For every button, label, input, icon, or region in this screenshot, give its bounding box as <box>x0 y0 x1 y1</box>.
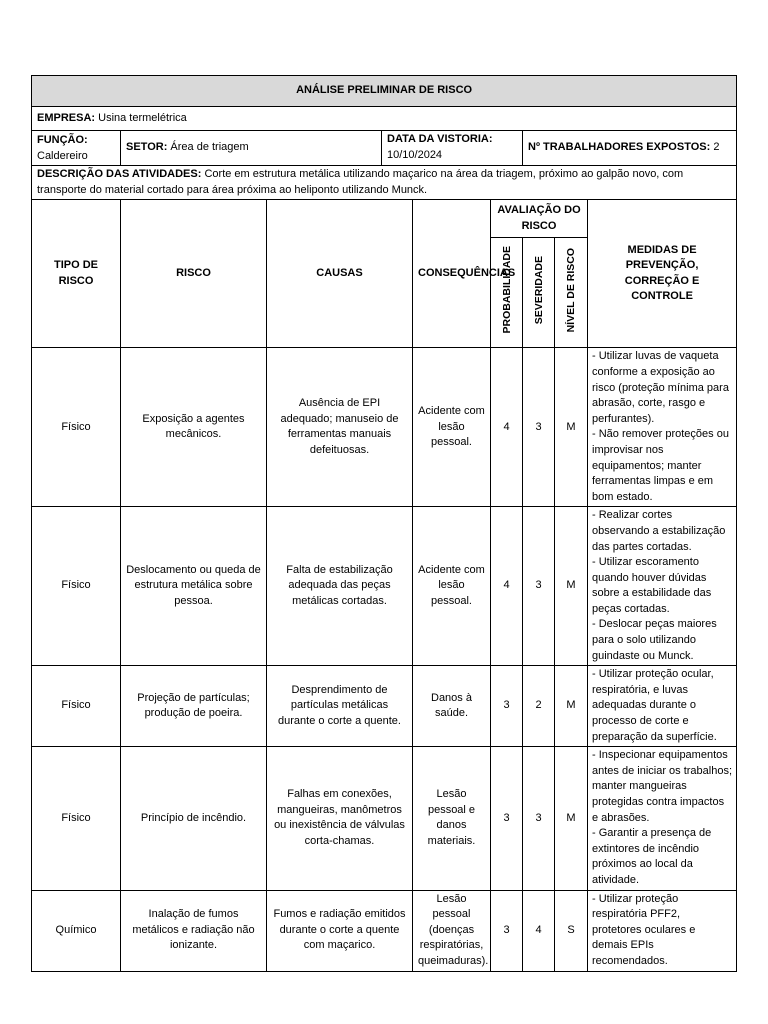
consequences-cell: Lesão pessoal e danos materiais. <box>413 747 491 890</box>
empresa-cell <box>32 107 737 131</box>
trabalhadores-cell <box>523 131 737 166</box>
measure-item: - Deslocar peças maiores para o solo utilizando guindaste ou Munck. <box>592 618 717 662</box>
header-causas: CAUSAS <box>267 200 413 348</box>
measure-item: - Garantir a presença de extintores de incêndio próximos ao local da atividade. <box>592 827 712 886</box>
risk-cell: Inalação de fumos metálicos e radiação não ionizante. <box>121 890 267 971</box>
header-severidade: SEVERIDADE <box>523 238 555 348</box>
severity-cell: 3 <box>523 507 555 666</box>
risk-level-cell: M <box>555 747 588 890</box>
risk-type-cell: Físico <box>32 666 121 747</box>
risk-type-cell: Físico <box>32 507 121 666</box>
consequences-cell: Acidente com lesão pessoal. <box>413 348 491 507</box>
data-vistoria-value: 10/10/2024 <box>387 148 443 161</box>
header-probabilidade: PROBABILIDADE <box>491 238 523 348</box>
probability-cell: 3 <box>491 747 523 890</box>
header-medidas: MEDIDAS DE PREVENÇÃO, CORREÇÃO E CONTROLE <box>588 200 737 348</box>
measures-cell <box>588 666 737 747</box>
probability-cell: 3 <box>491 890 523 971</box>
risk-type-cell: Químico <box>32 890 121 971</box>
header-risco: RISCO <box>121 200 267 348</box>
header-consequencias: CONSEQUÊNCIAS <box>413 200 491 348</box>
empresa-value: Usina termelétrica <box>98 111 187 124</box>
header-avaliacao: AVALIAÇÃO DO RISCO <box>491 200 588 238</box>
table-row <box>32 348 737 507</box>
measure-item: - Inspecionar equipamentos antes de iniciar os trabalhos; manter mangueiras protegidas contra impactos e abrasões. <box>592 749 733 824</box>
consequences-cell: Lesão pessoal (doenças respiratórias, queimaduras). <box>413 890 491 971</box>
funcao-label: FUNÇÃO: <box>37 134 88 146</box>
consequences-cell: Danos à saúde. <box>413 666 491 747</box>
header-tipo: TIPO DE RISCO <box>32 200 121 348</box>
risk-type-cell: Físico <box>32 747 121 890</box>
setor-cell <box>121 131 382 166</box>
measure-item: - Utilizar proteção respiratória PFF2, protetores oculares e demais EPIs recomendados. <box>592 892 696 967</box>
trabalhadores-value: 2 <box>713 141 720 154</box>
measures-cell <box>588 747 737 890</box>
causes-cell: Falhas em conexões, mangueiras, manômetros ou inexistência de válvulas corta-chamas. <box>267 747 413 890</box>
risk-cell: Exposição a agentes mecânicos. <box>121 348 267 507</box>
risk-level-cell: M <box>555 507 588 666</box>
funcao-cell <box>32 131 121 166</box>
table-row <box>32 666 737 747</box>
table-row <box>32 747 737 890</box>
probability-cell: 3 <box>491 666 523 747</box>
measure-item: - Utilizar proteção ocular, respiratória, e luvas adequadas durante o processo de corte e preparação da superfície. <box>592 668 717 743</box>
setor-label: SETOR: <box>126 141 168 154</box>
data-vistoria-label: DATA DA VISTORIA: <box>387 133 493 145</box>
risk-level-cell: S <box>555 890 588 971</box>
measure-item: - Utilizar escoramento quando houver dúvidas sobre a estabilidade das peças cortadas. <box>592 556 712 615</box>
table-row <box>32 507 737 666</box>
causes-cell: Fumos e radiação emitidos durante o corte a quente com maçarico. <box>267 890 413 971</box>
trabalhadores-label: Nº TRABALHADORES EXPOSTOS: <box>528 141 711 154</box>
empresa-label: EMPRESA: <box>37 111 96 124</box>
measure-item: - Realizar cortes observando a estabilização das partes cortadas. <box>592 509 726 553</box>
document-title: ANÁLISE PRELIMINAR DE RISCO <box>32 76 737 107</box>
measure-item: - Utilizar luvas de vaqueta conforme a exposição ao risco (proteção mínima para abrasão, corte, rasgo e perfurantes). <box>592 350 729 425</box>
risk-type-cell: Físico <box>32 348 121 507</box>
risk-cell: Deslocamento ou queda de estrutura metálica sobre pessoa. <box>121 507 267 666</box>
severity-cell: 4 <box>523 890 555 971</box>
descricao-value: Corte em estrutura metálica utilizando maçarico na área da triagem, próximo ao galpão novo, com transporte do material cortado para área próxima ao heliponto utilizando Munck. <box>37 168 684 196</box>
severity-cell: 3 <box>523 348 555 507</box>
data-vistoria-cell <box>382 131 523 166</box>
measures-cell <box>588 348 737 507</box>
descricao-cell <box>32 166 737 200</box>
funcao-value: Caldereiro <box>37 149 88 162</box>
risk-cell: Princípio de incêndio. <box>121 747 267 890</box>
severity-cell: 2 <box>523 666 555 747</box>
causes-cell: Desprendimento de partículas metálicas durante o corte a quente. <box>267 666 413 747</box>
measure-item: - Não remover proteções ou improvisar nos equipamentos; manter ferramentas limpas e em bom estado. <box>592 428 729 503</box>
table-row <box>32 890 737 971</box>
causes-cell: Ausência de EPI adequado; manuseio de ferramentas manuais defeituosas. <box>267 348 413 507</box>
risk-cell: Projeção de partículas; produção de poeira. <box>121 666 267 747</box>
risk-level-cell: M <box>555 666 588 747</box>
header-nivel: NÍVEL DE RISCO <box>555 238 588 348</box>
descricao-label: DESCRIÇÃO DAS ATIVIDADES: <box>37 168 202 181</box>
risk-level-cell: M <box>555 348 588 507</box>
severity-cell: 3 <box>523 747 555 890</box>
measures-cell <box>588 890 737 971</box>
probability-cell: 4 <box>491 507 523 666</box>
setor-value: Área de triagem <box>170 141 249 154</box>
causes-cell: Falta de estabilização adequada das peças metálicas cortadas. <box>267 507 413 666</box>
measures-cell <box>588 507 737 666</box>
risk-analysis-table <box>31 75 737 972</box>
probability-cell: 4 <box>491 348 523 507</box>
consequences-cell: Acidente com lesão pessoal. <box>413 507 491 666</box>
